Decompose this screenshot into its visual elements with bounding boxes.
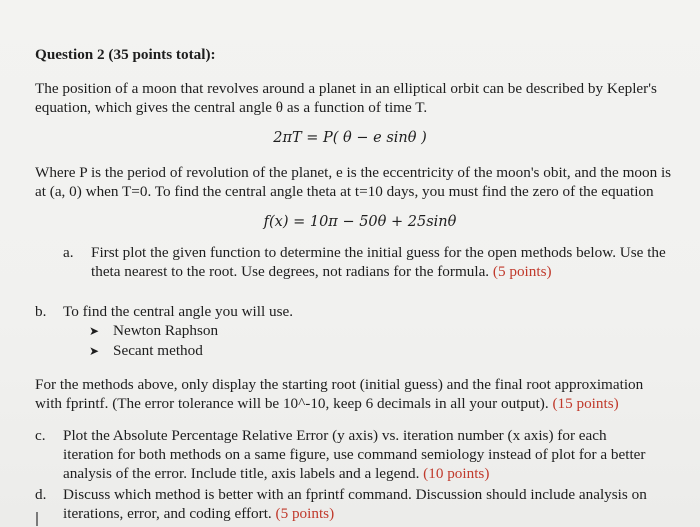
part-d-line-2-text: iterations, error, and coding effort. xyxy=(63,505,272,522)
part-b xyxy=(35,302,293,321)
part-b-line-1: To find the central angle you will use. xyxy=(63,303,294,320)
part-a-line-1: First plot the given function to determine the initial guess for the open methods below. Use the xyxy=(91,244,666,261)
kepler-equation: 2πT = P( θ − e sinθ ) xyxy=(273,130,427,146)
method-item-newton xyxy=(89,321,218,341)
part-c-points: (10 points) xyxy=(423,465,490,482)
part-a-marker: a. xyxy=(63,244,74,261)
arrow-bullet-icon: ➤ xyxy=(89,344,100,358)
methods-note-line-2 xyxy=(35,394,619,413)
methods-note-points: (15 points) xyxy=(552,395,619,412)
methods-note-line-1: For the methods above, only display the starting root (initial guess) and the final root approximation xyxy=(35,376,644,393)
where-line-1: Where P is the period of revolution of the planet, e is the eccentricity of the moon's obit, and the moon is xyxy=(35,164,672,181)
method-newton-label: Newton Raphson xyxy=(113,322,219,339)
part-c-line-3 xyxy=(63,464,489,483)
method-secant-label: Secant method xyxy=(113,342,203,359)
part-d xyxy=(35,485,647,504)
part-a xyxy=(63,243,666,262)
arrow-bullet-icon: ➤ xyxy=(89,324,100,338)
part-c xyxy=(35,426,607,445)
part-a-points: (5 points) xyxy=(492,263,552,280)
question-title: Question 2 (35 points total): xyxy=(35,46,216,63)
part-a-line-2-text: theta nearest to the root. Use degrees, not radians for the formula. xyxy=(91,263,490,280)
where-line-2: at (a, 0) when T=0. To find the central angle theta at t=10 days, you must find the zero of the equation xyxy=(35,183,654,200)
part-c-line-3-text: analysis of the error. Include title, axis labels and a legend. xyxy=(63,465,420,482)
part-b-marker: b. xyxy=(35,303,47,320)
part-c-marker: c. xyxy=(35,427,46,444)
methods-note-line-2-text: with fprintf. (The error tolerance will be 10^-10, keep 6 decimals in all your output). xyxy=(35,395,549,412)
part-a-line-2 xyxy=(91,262,552,281)
part-d-line-2 xyxy=(63,504,334,523)
page-edge-mark xyxy=(36,512,38,526)
part-d-line-1: Discuss which method is better with an fprintf command. Discussion should include analysis on xyxy=(63,486,647,503)
intro-line-2: equation, which gives the central angle θ as a function of time T. xyxy=(35,99,428,116)
part-c-line-1: Plot the Absolute Percentage Relative Error (y axis) vs. iteration number (x axis) for each xyxy=(63,427,607,444)
part-d-points: (5 points) xyxy=(275,505,335,522)
intro-line-1: The position of a moon that revolves around a planet in an elliptical orbit can be described by Kepler's xyxy=(35,80,657,97)
part-d-marker: d. xyxy=(35,486,47,503)
function-equation: f(x) = 10π − 50θ + 25sinθ xyxy=(263,214,457,230)
method-item-secant xyxy=(89,341,203,361)
part-c-line-2: iteration for both methods on a same figure, use command semiology instead of plot for a better xyxy=(63,446,646,463)
